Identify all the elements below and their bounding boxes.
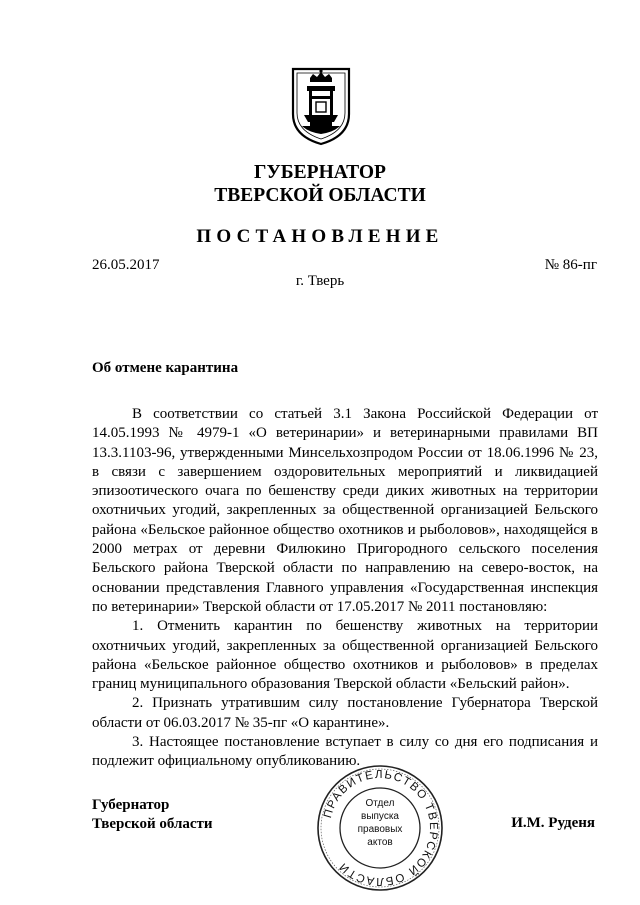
signatory-position <box>92 796 213 834</box>
document-subject: Об отмене карантина <box>92 360 239 376</box>
stamp-ring-text: ПРАВИТЕЛЬСТВО ТВЕРСКОЙ ОБЛАСТИ <box>322 768 440 888</box>
body-paragraph-item-2: 2. Признать утратившим силу постановление Губернатора Тверской области от 06.03.2017 № 35-пг «О карантине». <box>92 695 598 731</box>
stamp-line4: актов <box>367 837 393 848</box>
signatory-name: И.М. Руденя <box>511 815 595 831</box>
coat-of-arms-emblem <box>290 66 352 146</box>
stamp-center-text <box>344 797 416 849</box>
stamp-line3: правовых <box>357 824 403 835</box>
stamp-line2: выпуска <box>361 811 399 822</box>
document-issuer-line1: ГУБЕРНАТОР <box>254 162 386 183</box>
body-paragraph-item-1: 1. Отменить карантин по бешенству животных на территории охотничьих угодий, закрепленных за общественной организацией Бельского района «Бельское районное общество охотников и рыболовов» в пределах границ муниципального образования Тверской области «Бельский район». <box>92 618 598 693</box>
document-issuer-line2: ТВЕРСКОЙ ОБЛАСТИ <box>214 185 426 206</box>
document-number: № 86-пг <box>544 257 597 273</box>
document-date: 26.05.2017 <box>92 257 160 273</box>
signatory-position-line1: Губернатор <box>92 797 170 813</box>
signatory-position-line2: Тверской области <box>92 816 213 832</box>
body-paragraph-item-3: 3. Настоящее постановление вступает в силу со дня его подписания и подлежит официальному опубликованию. <box>92 734 598 770</box>
document-city: г. Тверь <box>295 273 345 289</box>
document-type-title: ПОСТАНОВЛЕНИЕ <box>196 226 444 247</box>
stamp-line1: Отдел <box>365 798 395 809</box>
body-paragraph-preamble: В соответствии со статьей 3.1 Закона Российской Федерации от 14.05.1993 № 4979-1 «О ветеринарии» и ветеринарными правилами ВП 13.3.1103-96, утвержденными Минсельхозпродом России от 18.06.1996 № 23, в связи с завершением оздоровительных мероприятий и ликвидацией эпизоотического очага по бешенству среди диких животных на территории охотничьих угодий, закрепленных за общественной организацией Бельского района «Бельское районное общество охотников и рыболовов», находящейся в 2000 метрах от деревни Филюкино Пригородного сельского поселения Бельского района Тверской области по направлению на северо-восток, на основании представления Главного управления «Государственная инспекция по ветеринарии» Тверской области от 17.05.2017 № 2011 постановляю: <box>92 406 598 615</box>
document-body <box>92 405 598 772</box>
